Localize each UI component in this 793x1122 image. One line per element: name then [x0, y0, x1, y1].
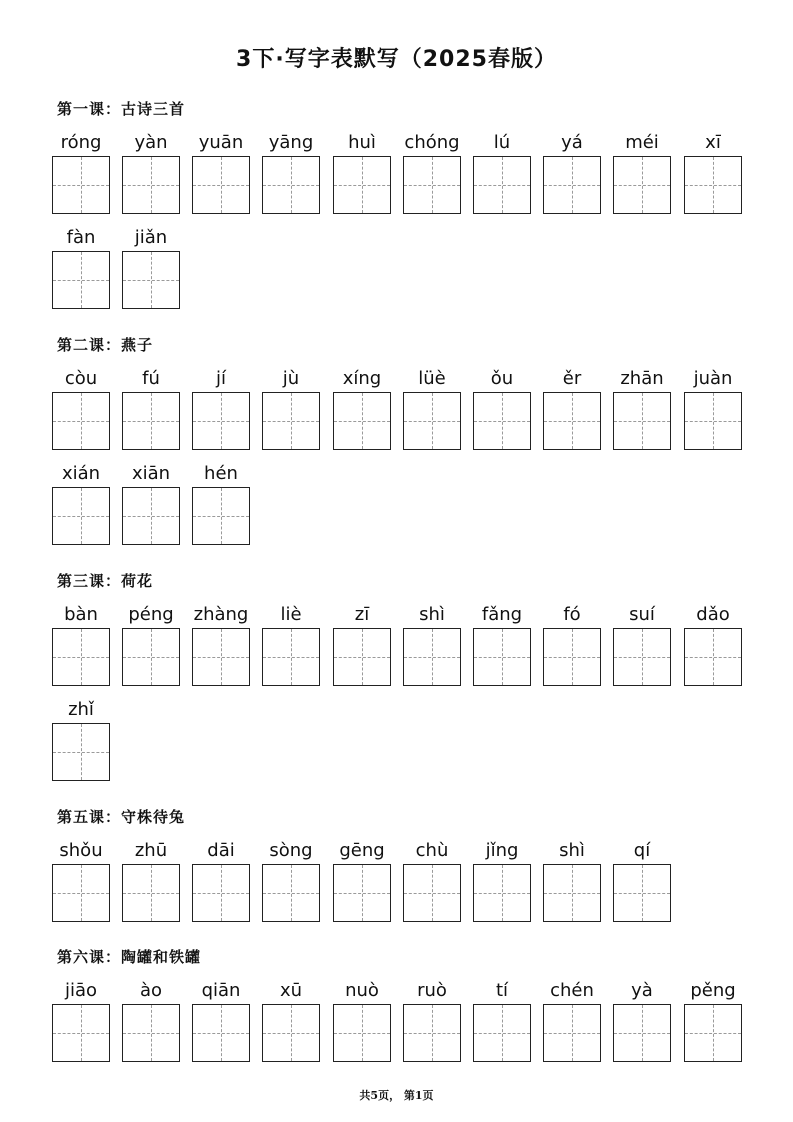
char-cell [122, 463, 180, 545]
tianzige-box[interactable] [333, 628, 391, 686]
pinyin-label: yá [561, 132, 583, 153]
char-cell [52, 840, 110, 922]
tianzige-box[interactable] [613, 864, 671, 922]
pinyin-label: yāng [268, 132, 314, 153]
pinyin-label: péng [128, 604, 174, 625]
tianzige-box[interactable] [192, 864, 250, 922]
pinyin-label: qí [633, 840, 651, 861]
char-cell [333, 840, 391, 922]
char-cell [262, 368, 320, 450]
tianzige-box[interactable] [122, 156, 180, 214]
tianzige-box[interactable] [122, 1004, 180, 1062]
pinyin-label: chù [415, 840, 449, 861]
char-cell [262, 980, 320, 1062]
char-cell [122, 227, 180, 309]
tianzige-box[interactable] [262, 864, 320, 922]
tianzige-box[interactable] [122, 251, 180, 309]
pinyin-label: suí [629, 604, 655, 625]
tianzige-box[interactable] [613, 1004, 671, 1062]
tianzige-box[interactable] [543, 628, 601, 686]
pinyin-label: chóng [404, 132, 460, 153]
pinyin-label: ǒu [490, 368, 514, 389]
tianzige-box[interactable] [52, 628, 110, 686]
pinyin-label: jǐng [485, 840, 519, 861]
char-cell [192, 132, 250, 214]
char-cell [192, 604, 250, 686]
char-cell [52, 132, 110, 214]
tianzige-box[interactable] [52, 392, 110, 450]
tianzige-box[interactable] [192, 487, 250, 545]
lesson-title: 第一课：古诗三首 [57, 100, 186, 118]
char-cell [52, 699, 110, 781]
pinyin-label: zhǐ [68, 699, 94, 720]
page-footer: 共5页， 第1页 [359, 1089, 434, 1102]
char-cell [122, 132, 180, 214]
pinyin-label: shì [419, 604, 445, 625]
char-cell [192, 980, 250, 1062]
tianzige-box[interactable] [192, 628, 250, 686]
char-cell [192, 463, 250, 545]
char-cell [543, 840, 601, 922]
char-cell [473, 980, 531, 1062]
pinyin-label: zhū [134, 840, 168, 861]
char-cell [333, 368, 391, 450]
lesson-title: 第三课：荷花 [57, 572, 154, 590]
pinyin-label: fǎng [481, 604, 523, 625]
char-cell [122, 980, 180, 1062]
char-cell [122, 604, 180, 686]
char-cell [684, 368, 742, 450]
char-cell [613, 604, 671, 686]
tianzige-box[interactable] [473, 628, 531, 686]
char-cell [52, 368, 110, 450]
char-cell [333, 604, 391, 686]
char-cell [543, 132, 601, 214]
tianzige-box[interactable] [473, 1004, 531, 1062]
char-cell [403, 368, 461, 450]
char-cell [403, 980, 461, 1062]
char-cell [613, 980, 671, 1062]
pinyin-label: gēng [339, 840, 385, 861]
pinyin-label: fàn [66, 227, 96, 248]
char-cell [52, 604, 110, 686]
char-cell [543, 604, 601, 686]
pinyin-label: zhàng [193, 604, 249, 625]
char-cell [613, 840, 671, 922]
pinyin-label: tí [495, 980, 509, 1001]
char-cell [122, 368, 180, 450]
pinyin-label: shǒu [59, 840, 103, 861]
char-cell [52, 980, 110, 1062]
pinyin-label: fú [142, 368, 160, 389]
pinyin-label: zī [354, 604, 370, 625]
tianzige-box[interactable] [403, 1004, 461, 1062]
char-cell [403, 840, 461, 922]
char-cell [122, 840, 180, 922]
pinyin-label: xíng [342, 368, 382, 389]
char-cell [403, 132, 461, 214]
char-cell [333, 980, 391, 1062]
pinyin-label: jiāo [64, 980, 98, 1001]
pinyin-label: sòng [269, 840, 313, 861]
tianzige-box[interactable] [52, 251, 110, 309]
pinyin-label: nuò [345, 980, 379, 1001]
pinyin-label: xī [705, 132, 721, 153]
tianzige-box[interactable] [473, 864, 531, 922]
tianzige-box[interactable] [684, 392, 742, 450]
pinyin-label: còu [64, 368, 98, 389]
pinyin-label: hén [204, 463, 238, 484]
tianzige-box[interactable] [122, 392, 180, 450]
tianzige-box[interactable] [684, 156, 742, 214]
char-cell [192, 840, 250, 922]
char-cell [543, 368, 601, 450]
tianzige-box[interactable] [403, 628, 461, 686]
tianzige-box[interactable] [473, 392, 531, 450]
tianzige-box[interactable] [333, 156, 391, 214]
tianzige-box[interactable] [543, 392, 601, 450]
pinyin-label: róng [60, 132, 102, 153]
pinyin-label: ruò [417, 980, 447, 1001]
pinyin-label: jiǎn [134, 227, 168, 248]
tianzige-box[interactable] [52, 487, 110, 545]
char-cell [262, 840, 320, 922]
char-cell [543, 980, 601, 1062]
char-cell [684, 980, 742, 1062]
pinyin-label: liè [280, 604, 302, 625]
tianzige-box[interactable] [333, 392, 391, 450]
char-cell [684, 132, 742, 214]
char-cell [613, 368, 671, 450]
tianzige-box[interactable] [543, 1004, 601, 1062]
lesson-title: 第六课：陶罐和铁罐 [57, 948, 202, 966]
char-cell [192, 368, 250, 450]
tianzige-box[interactable] [52, 1004, 110, 1062]
pinyin-label: jí [215, 368, 226, 389]
tianzige-box[interactable] [613, 156, 671, 214]
char-cell [403, 604, 461, 686]
tianzige-box[interactable] [613, 628, 671, 686]
char-cell [473, 132, 531, 214]
tianzige-box[interactable] [543, 864, 601, 922]
page-title: 3下·写字表默写（2025春版） [236, 47, 557, 72]
tianzige-box[interactable] [684, 1004, 742, 1062]
tianzige-box[interactable] [684, 628, 742, 686]
pinyin-label: pěng [690, 980, 736, 1001]
char-cell [473, 604, 531, 686]
tianzige-box[interactable] [403, 864, 461, 922]
tianzige-box[interactable] [262, 156, 320, 214]
pinyin-label: chén [550, 980, 594, 1001]
pinyin-label: juàn [693, 368, 733, 389]
tianzige-box[interactable] [613, 392, 671, 450]
tianzige-box[interactable] [403, 156, 461, 214]
tianzige-box[interactable] [333, 864, 391, 922]
lesson-title: 第二课：燕子 [57, 336, 154, 354]
pinyin-label: lú [493, 132, 511, 153]
tianzige-box[interactable] [52, 864, 110, 922]
char-cell [473, 368, 531, 450]
tianzige-box[interactable] [262, 1004, 320, 1062]
char-cell [333, 132, 391, 214]
pinyin-label: fó [563, 604, 581, 625]
char-cell [52, 463, 110, 545]
tianzige-box[interactable] [192, 1004, 250, 1062]
pinyin-label: bàn [64, 604, 98, 625]
pinyin-label: shì [559, 840, 585, 861]
pinyin-label: huì [348, 132, 376, 153]
char-cell [473, 840, 531, 922]
tianzige-box[interactable] [52, 156, 110, 214]
pinyin-label: yà [631, 980, 653, 1001]
char-cell [613, 132, 671, 214]
pinyin-label: méi [625, 132, 659, 153]
tianzige-box[interactable] [192, 392, 250, 450]
pinyin-label: yuān [198, 132, 244, 153]
tianzige-box[interactable] [52, 723, 110, 781]
tianzige-box[interactable] [333, 1004, 391, 1062]
pinyin-label: xián [61, 463, 101, 484]
pinyin-label: jù [282, 368, 300, 389]
char-cell [262, 132, 320, 214]
pinyin-label: xiān [131, 463, 171, 484]
char-cell [684, 604, 742, 686]
tianzige-box[interactable] [122, 864, 180, 922]
pinyin-label: xū [279, 980, 303, 1001]
pinyin-label: zhān [620, 368, 664, 389]
pinyin-label: ào [139, 980, 163, 1001]
char-cell [262, 604, 320, 686]
tianzige-box[interactable] [473, 156, 531, 214]
pinyin-label: ěr [562, 368, 582, 389]
tianzige-box[interactable] [262, 628, 320, 686]
tianzige-box[interactable] [122, 628, 180, 686]
char-cell [52, 227, 110, 309]
tianzige-box[interactable] [262, 392, 320, 450]
pinyin-label: dāi [207, 840, 235, 861]
tianzige-box[interactable] [543, 156, 601, 214]
tianzige-box[interactable] [403, 392, 461, 450]
tianzige-box[interactable] [122, 487, 180, 545]
tianzige-box[interactable] [192, 156, 250, 214]
pinyin-label: yàn [134, 132, 168, 153]
pinyin-label: lüè [418, 368, 446, 389]
pinyin-label: qiān [201, 980, 241, 1001]
lesson-title: 第五课：守株待兔 [57, 808, 186, 826]
pinyin-label: dǎo [696, 604, 730, 625]
